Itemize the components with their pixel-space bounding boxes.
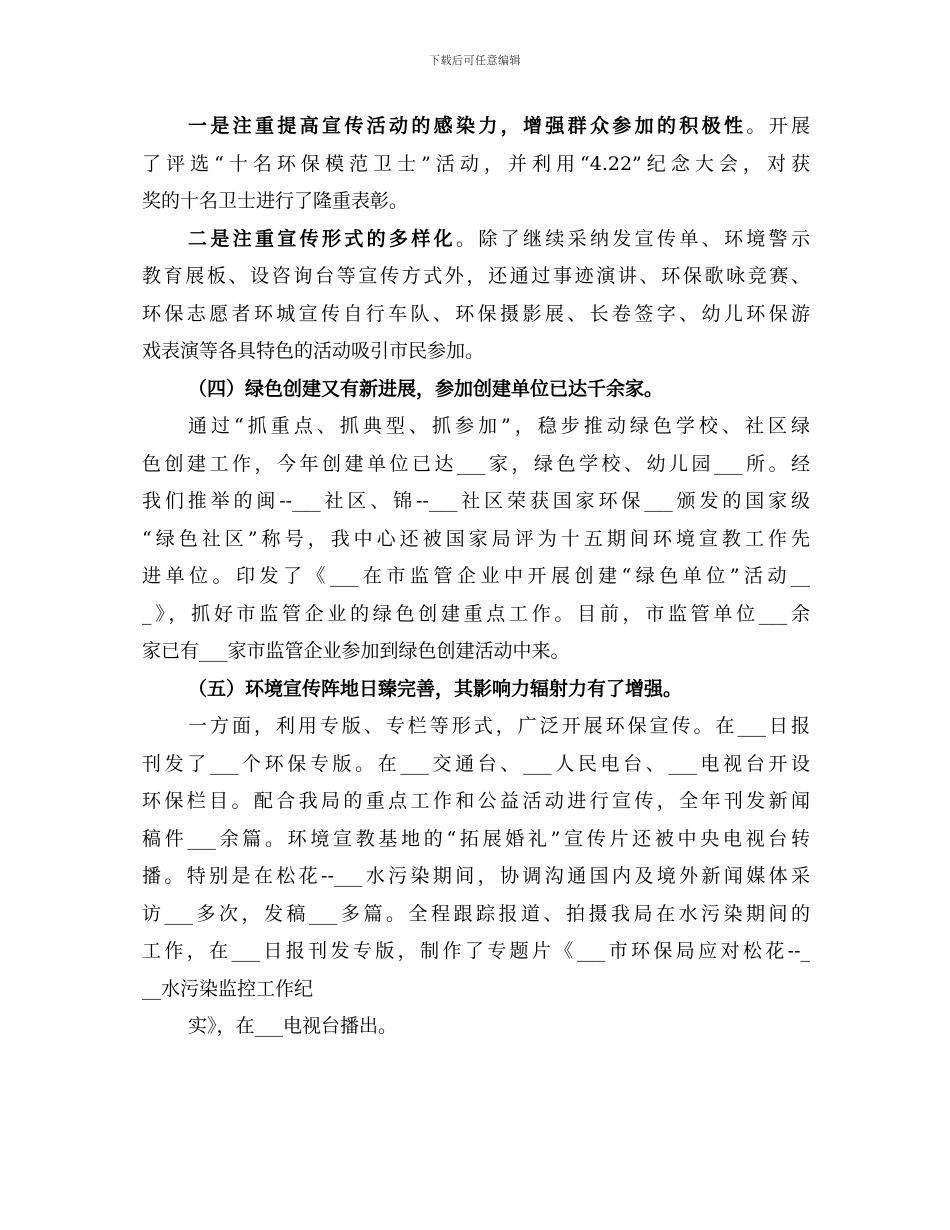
paragraph-3-line-6: _》，抓好市监管企业的绿色创建重点工作。目前，市监管单位___余 (142, 602, 810, 625)
paragraph-2-line-2: 教育展板、设咨询台等宣传方式外，还通过事迹演讲、环保歌咏竞赛、 (142, 265, 810, 287)
paragraph-1-line-1 (142, 108, 810, 146)
paragraph-4-line-7: 工作，在___日报刊发专版，制作了专题片《___市环保局应对松花--_ (142, 940, 810, 962)
paragraph-2-line-3: 环保志愿者环城宣传自行车队、环保摄影展、长卷签字、幼儿环保游 (142, 302, 810, 325)
paragraph-2-line-1 (142, 221, 810, 259)
paragraph-4-line-6: 访___多次，发稿___多篇。全程跟踪报道、拍摄我局在水污染期间的 (142, 902, 810, 925)
paragraph-3-line-4: “绿色社区”称号，我中心还被国家局评为十五期间环境宣教工作先 (142, 527, 810, 550)
paragraph-3-line-7: 家已有___家市监管企业参加到绿色创建活动中来。 (142, 640, 570, 662)
paragraph-4-line-5: 播。特别是在松花--___水污染期间，协调沟通国内及境外新闻媒体采 (142, 865, 810, 887)
paragraph-2-line-4: 戏表演等各具特色的活动吸引市民参加。 (142, 340, 485, 362)
paragraph-1-line-1-text: 。开展 (746, 115, 810, 137)
paragraph-3-line-2: 色创建工作，今年创建单位已达___家，绿色学校、幼儿园___所。经 (142, 452, 810, 475)
paragraph-5-line-1: 实》，在___电视台播出。 (188, 1015, 398, 1037)
paragraph-3-line-3: 我们推举的闽--___社区、锦--___社区荣获国家环保___颁发的国家级 (142, 490, 810, 512)
paragraph-4-line-1: 一方面，利用专版、专栏等形式，广泛开展环保宣传。在___日报 (188, 715, 810, 737)
paragraph-1-line-3: 奖的十名卫士进行了隆重表彰。 (142, 190, 409, 212)
section-heading-5: （五）环境宣传阵地日臻完善，其影响力辐射力有了增强。 (188, 677, 683, 700)
document-body (142, 108, 810, 1046)
paragraph-4-line-8: __水污染监控工作纪 (142, 977, 314, 1000)
paragraph-4-line-3: 环保栏目。配合我局的重点工作和公益活动进行宣传，全年刊发新闻 (142, 790, 810, 812)
paragraph-1-line-2: 了评选“十名环保模范卫士”活动，并利用“4.22”纪念大会，对获 (142, 152, 810, 175)
paragraph-3-line-1: 通过“抓重点、抓典型、抓参加”，稳步推动绿色学校、社区绿 (188, 415, 810, 437)
section-heading-4: （四）绿色创建又有新进展，参加创建单位已达千余家。 (188, 377, 664, 400)
paragraph-2-lead: 二是注重宣传形式的多样化 (188, 227, 456, 250)
paragraph-1-lead: 一是注重提高宣传活动的感染力，增强群众参加的积极性 (188, 115, 747, 137)
paragraph-2-line-1-text: 。除了继续采纳发宣传单、环境警示 (456, 227, 810, 250)
paragraph-4-line-2: 刊发了___个环保专版。在___交通台、___人民电台、___电视台开设 (142, 752, 810, 775)
page-header: 下载后可任意编辑 (429, 54, 521, 67)
paragraph-4-line-4: 稿件___余篇。环境宣教基地的“拓展婚礼”宣传片还被中央电视台转 (142, 827, 810, 850)
paragraph-3-line-5: 进单位。印发了《___在市监管企业中开展创建“绿色单位”活动__ (142, 565, 810, 587)
